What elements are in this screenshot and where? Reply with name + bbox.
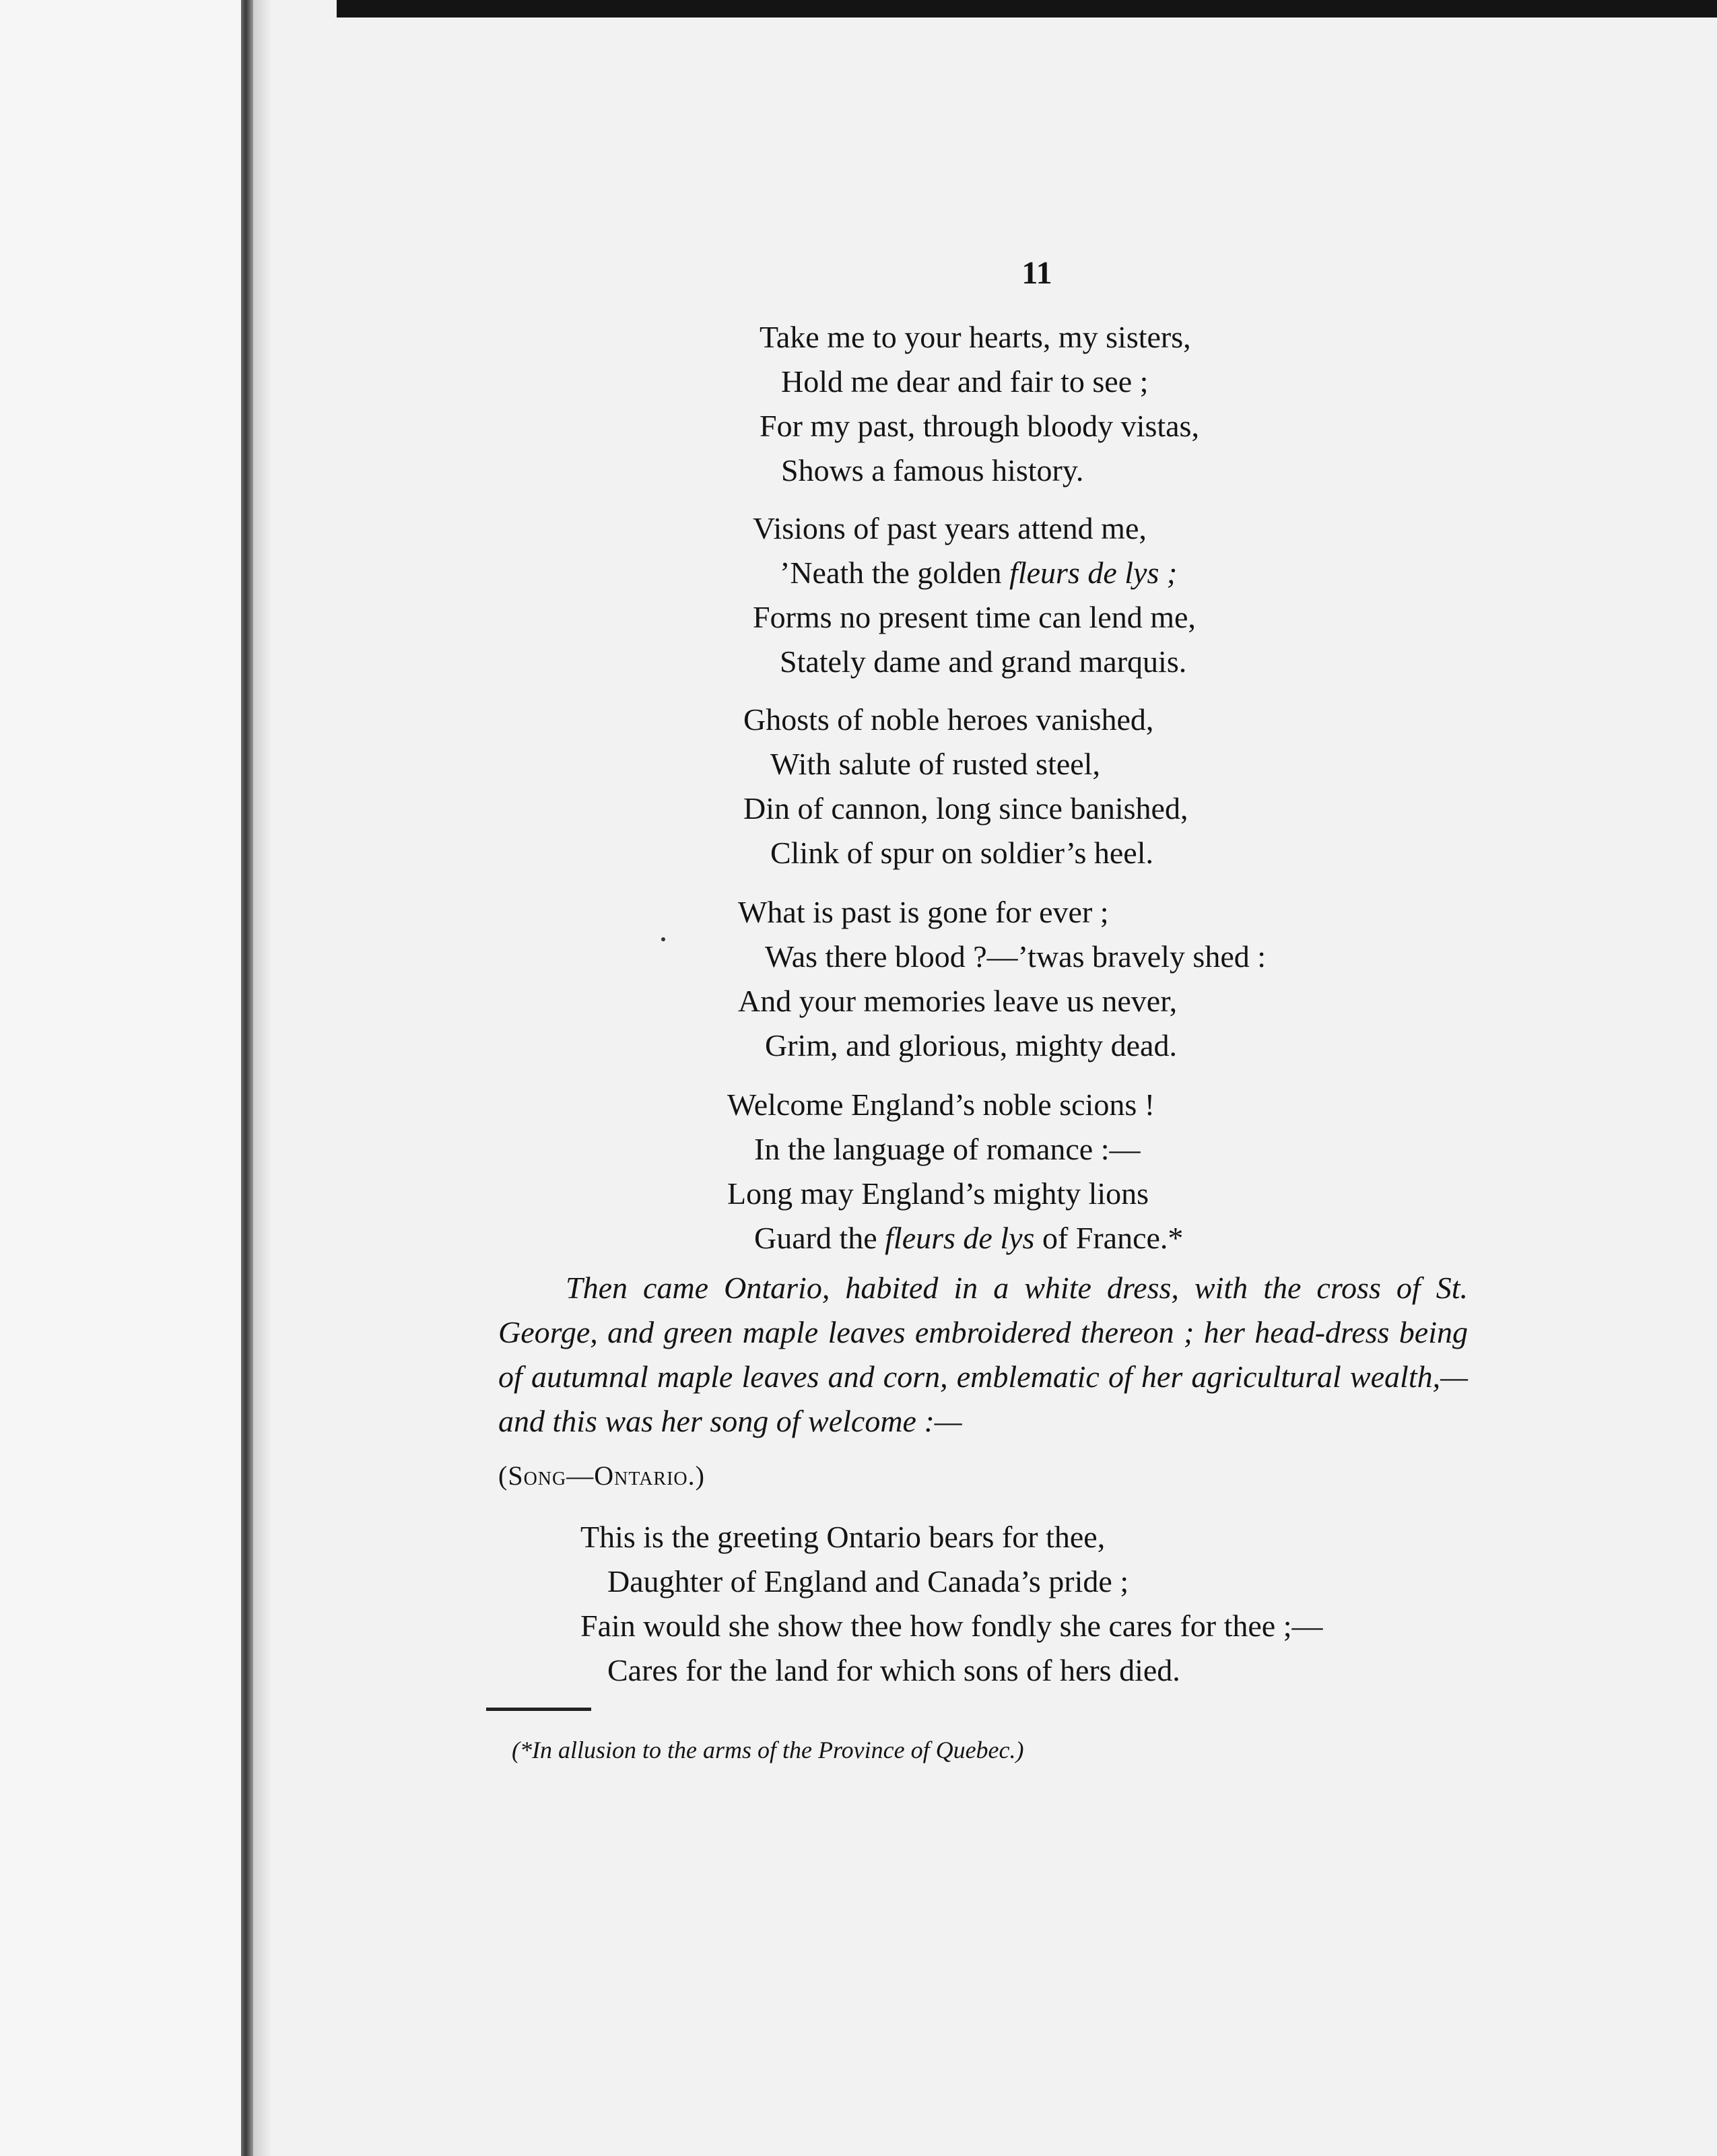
stanza-1 — [760, 315, 1406, 493]
verse-line: Long may England’s mighty lions — [727, 1176, 1149, 1211]
verse-segment: Guard the — [754, 1221, 885, 1255]
verse-line: Daughter of England and Canada’s pride ; — [607, 1564, 1129, 1598]
song-heading: (Song—Ontario.) — [498, 1460, 705, 1491]
ink-speck — [661, 937, 665, 941]
stanza-4 — [738, 890, 1384, 1068]
footnote-rule — [486, 1708, 591, 1711]
verse-line — [753, 551, 1399, 595]
stanza-2 — [753, 506, 1399, 684]
verse-line: Fain would she show thee how fondly she cares for thee ;— — [580, 1609, 1323, 1643]
verse-line: Stately dame and grand marquis. — [780, 644, 1187, 679]
stanza-5 — [727, 1083, 1374, 1260]
verse-line: With salute of rusted steel, — [770, 747, 1100, 781]
verse-segment: of France.* — [1034, 1221, 1184, 1255]
stanza-3 — [743, 698, 1390, 875]
verse-segment: ’Neath the golden — [780, 555, 1010, 590]
verse-line: What is past is gone for ever ; — [738, 895, 1109, 929]
verse-line: Din of cannon, long since banished, — [743, 791, 1188, 826]
ontario-stanza — [580, 1515, 1456, 1693]
verse-line: Ghosts of noble heroes vanished, — [743, 702, 1154, 737]
stage-direction: Then came Ontario, habited in a white dress, with the cross of St. George, and green maple leaves embroidered thereon ; her head-dress being of autumnal maple leaves and corn, emblematic of her agricultural wealth,—and this was her song of welcome :— — [498, 1271, 1468, 1438]
verse-line: Forms no present time can lend me, — [753, 600, 1196, 634]
gutter-shadow — [253, 0, 272, 2156]
verse-line: For my past, through bloody vistas, — [760, 409, 1199, 443]
verse-line — [727, 1216, 1374, 1260]
verse-line: Take me to your hearts, my sisters, — [760, 320, 1191, 354]
verse-line: Cares for the land for which sons of hers died. — [607, 1653, 1180, 1687]
book-gutter — [241, 0, 253, 2156]
verse-line: And your memories leave us never, — [738, 984, 1178, 1018]
verse-line: Visions of past years attend me, — [753, 511, 1147, 545]
verse-italic-segment: fleurs de lys ; — [1009, 555, 1178, 590]
footnote: (*In allusion to the arms of the Province of Quebec.) — [512, 1737, 1024, 1763]
verse-line: Welcome England’s noble scions ! — [727, 1087, 1155, 1122]
page-number: 11 — [1021, 255, 1052, 291]
scan-top-edge — [337, 0, 1717, 18]
verse-line: Was there blood ?—’twas bravely shed : — [765, 939, 1267, 974]
verse-line: Grim, and glorious, mighty dead. — [765, 1028, 1177, 1063]
facing-page-margin — [0, 0, 241, 2156]
verse-line: Hold me dear and fair to see ; — [781, 364, 1149, 399]
verse-italic-segment: fleurs de lys — [885, 1221, 1035, 1255]
verse-line: In the language of romance :— — [754, 1132, 1141, 1166]
verse-line: Clink of spur on soldier’s heel. — [770, 836, 1153, 870]
verse-line: This is the greeting Ontario bears for thee, — [580, 1520, 1106, 1554]
verse-line: Shows a famous history. — [781, 453, 1084, 487]
